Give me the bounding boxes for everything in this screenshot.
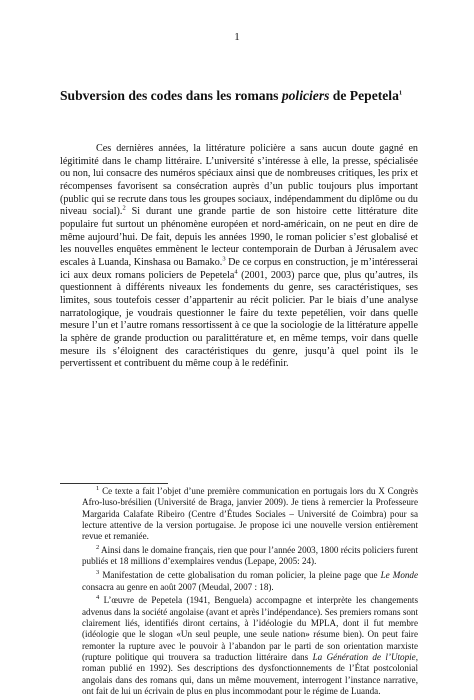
body-sentence-1: Ces dernières années, la littérature policière a sans aucun doute gagné en légitimité dans le champ littéraire. L’université s’intéresse à elle, la presse, spécialisée ou non, lui consacre des numéros spéciaux ainsi que de nombreuses critiques, les prix et récompenses favorisent sa consécration auprès d’un public toujours plus important (public qui se recrute dans tous les groupes sociaux, indépendamment du diplôme ou du niveau social). <box>60 143 418 218</box>
footnote-4 <box>82 595 418 697</box>
footnote-1 <box>82 486 418 542</box>
footnote-text-end: consacra au genre en août 2007 (Meudal, 2007 : 18). <box>82 581 274 592</box>
footnote-ref-2[interactable]: 2 <box>122 204 126 212</box>
footnote-text-start: L’œuvre de Pepetela (1941, Benguela) accompagne et interprète les changements advenus dans la société angolaise (avant et après l’indépendance). Ses premiers romans sont clairement liés, identifiés diront certains, à l’idéologie du MPLA, dont il fut membre (idéologie que le slogan «Un seul peuple, une seule nation» résume bien). On peut faire remonter la rupture avec le pouvoir à l’abandon par le parti de son orientation marxiste (rupture politique qui trouvera sa traduction littéraire dans <box>82 595 418 662</box>
footnote-italic-title: Le Monde <box>380 570 419 581</box>
footnote-3 <box>82 570 418 593</box>
title-text-start: Subversion des codes dans les romans <box>60 88 282 103</box>
footnote-number: 3 <box>96 569 100 577</box>
footnote-separator <box>60 483 168 484</box>
footnote-italic-title: La Génération de l’Utopie <box>312 651 416 662</box>
body-sentence-2: Si durant une grande partie de son histoire cette littérature dite populaire fut surtout un phénomène européen et nord-américain, on ne peut en dire de même aujourd’hui. De fait, depuis les années 1990, le roman policier s’est globalisé et les nouvelles enquêtes emmènent le lecteur contemporain de Durban à Jérusalem avec escales à Luanda, Kinshasa ou Bamako. <box>60 206 418 268</box>
body-sentence-4: (2001, 2003) parce que, plus qu’autres, ils questionnent à différents niveaux les fondements du genre, ses caractéristiques, ses limites, sous toutefois cesser d’appartenir au récit policier. Par le biais d’une analyse narratologique, je voudrais questionner le faire du texte pepetélien, voir dans quelle mesure l’un et l’autre romans ressortissent à ce que la sociologie de la littérature appelle la sphère de grande production ou paralittérature et, en même temps, voir dans quelle mesure ils s’éloignent des caractéristiques du genre, jusqu’à quel point ils le pervertissent et contribuent du même coup à le redéfinir. <box>60 269 418 370</box>
footnote-text-start: Manifestation de cette globalisation du roman policier, la pleine page que <box>102 570 381 581</box>
footnote-2 <box>82 545 418 568</box>
title-footnote-ref[interactable]: 1 <box>398 89 403 97</box>
footnotes <box>82 486 418 700</box>
footnote-number: 4 <box>96 594 100 602</box>
title-text-end: de Pepetela <box>329 88 399 103</box>
footnote-number: 2 <box>96 544 100 552</box>
title-italic-word: policiers <box>281 88 330 103</box>
footnote-text: Ce texte a fait l’objet d’une première communication en portugais lors du X Congrès Afro-luso-brésilien (Université de Braga, janvier 2009). Je tiens à remercier la Professeure Margarida Calafate Ribeiro (Centre d’Études Sociales – Université de Coimbra) pour sa lecture attentive de la version portugaise. Je propose ici une nouvelle version entièrement revue et remaniée. <box>82 486 418 542</box>
page-number: 1 <box>234 31 240 43</box>
body-paragraph <box>60 143 418 371</box>
footnote-ref-3[interactable]: 3 <box>222 255 226 263</box>
footnote-text-end: , roman publié en 1992). Ses descriptions des dysfonctionnements de l’État postcolonial angolais dans des romans qui, dans un même mouvement, interrogent l’instance narrative, ont fait de lui un écrivain de plus en plus incommodant pour le régime de Luanda. <box>82 651 418 696</box>
footnote-number: 1 <box>96 484 100 492</box>
footnote-text: Ainsi dans le domaine français, rien que pour l’année 2003, 1800 récits policiers furent publiés et 18 millions d’exemplaires vendus (Lepape, 2005: 24). <box>82 545 418 567</box>
body-sentence-3: De ce corpus en construction, je m’intéresserai ici aux deux romans policiers de Pepetela <box>60 256 418 281</box>
article-title <box>60 87 418 104</box>
footnote-ref-4[interactable]: 4 <box>234 268 238 276</box>
